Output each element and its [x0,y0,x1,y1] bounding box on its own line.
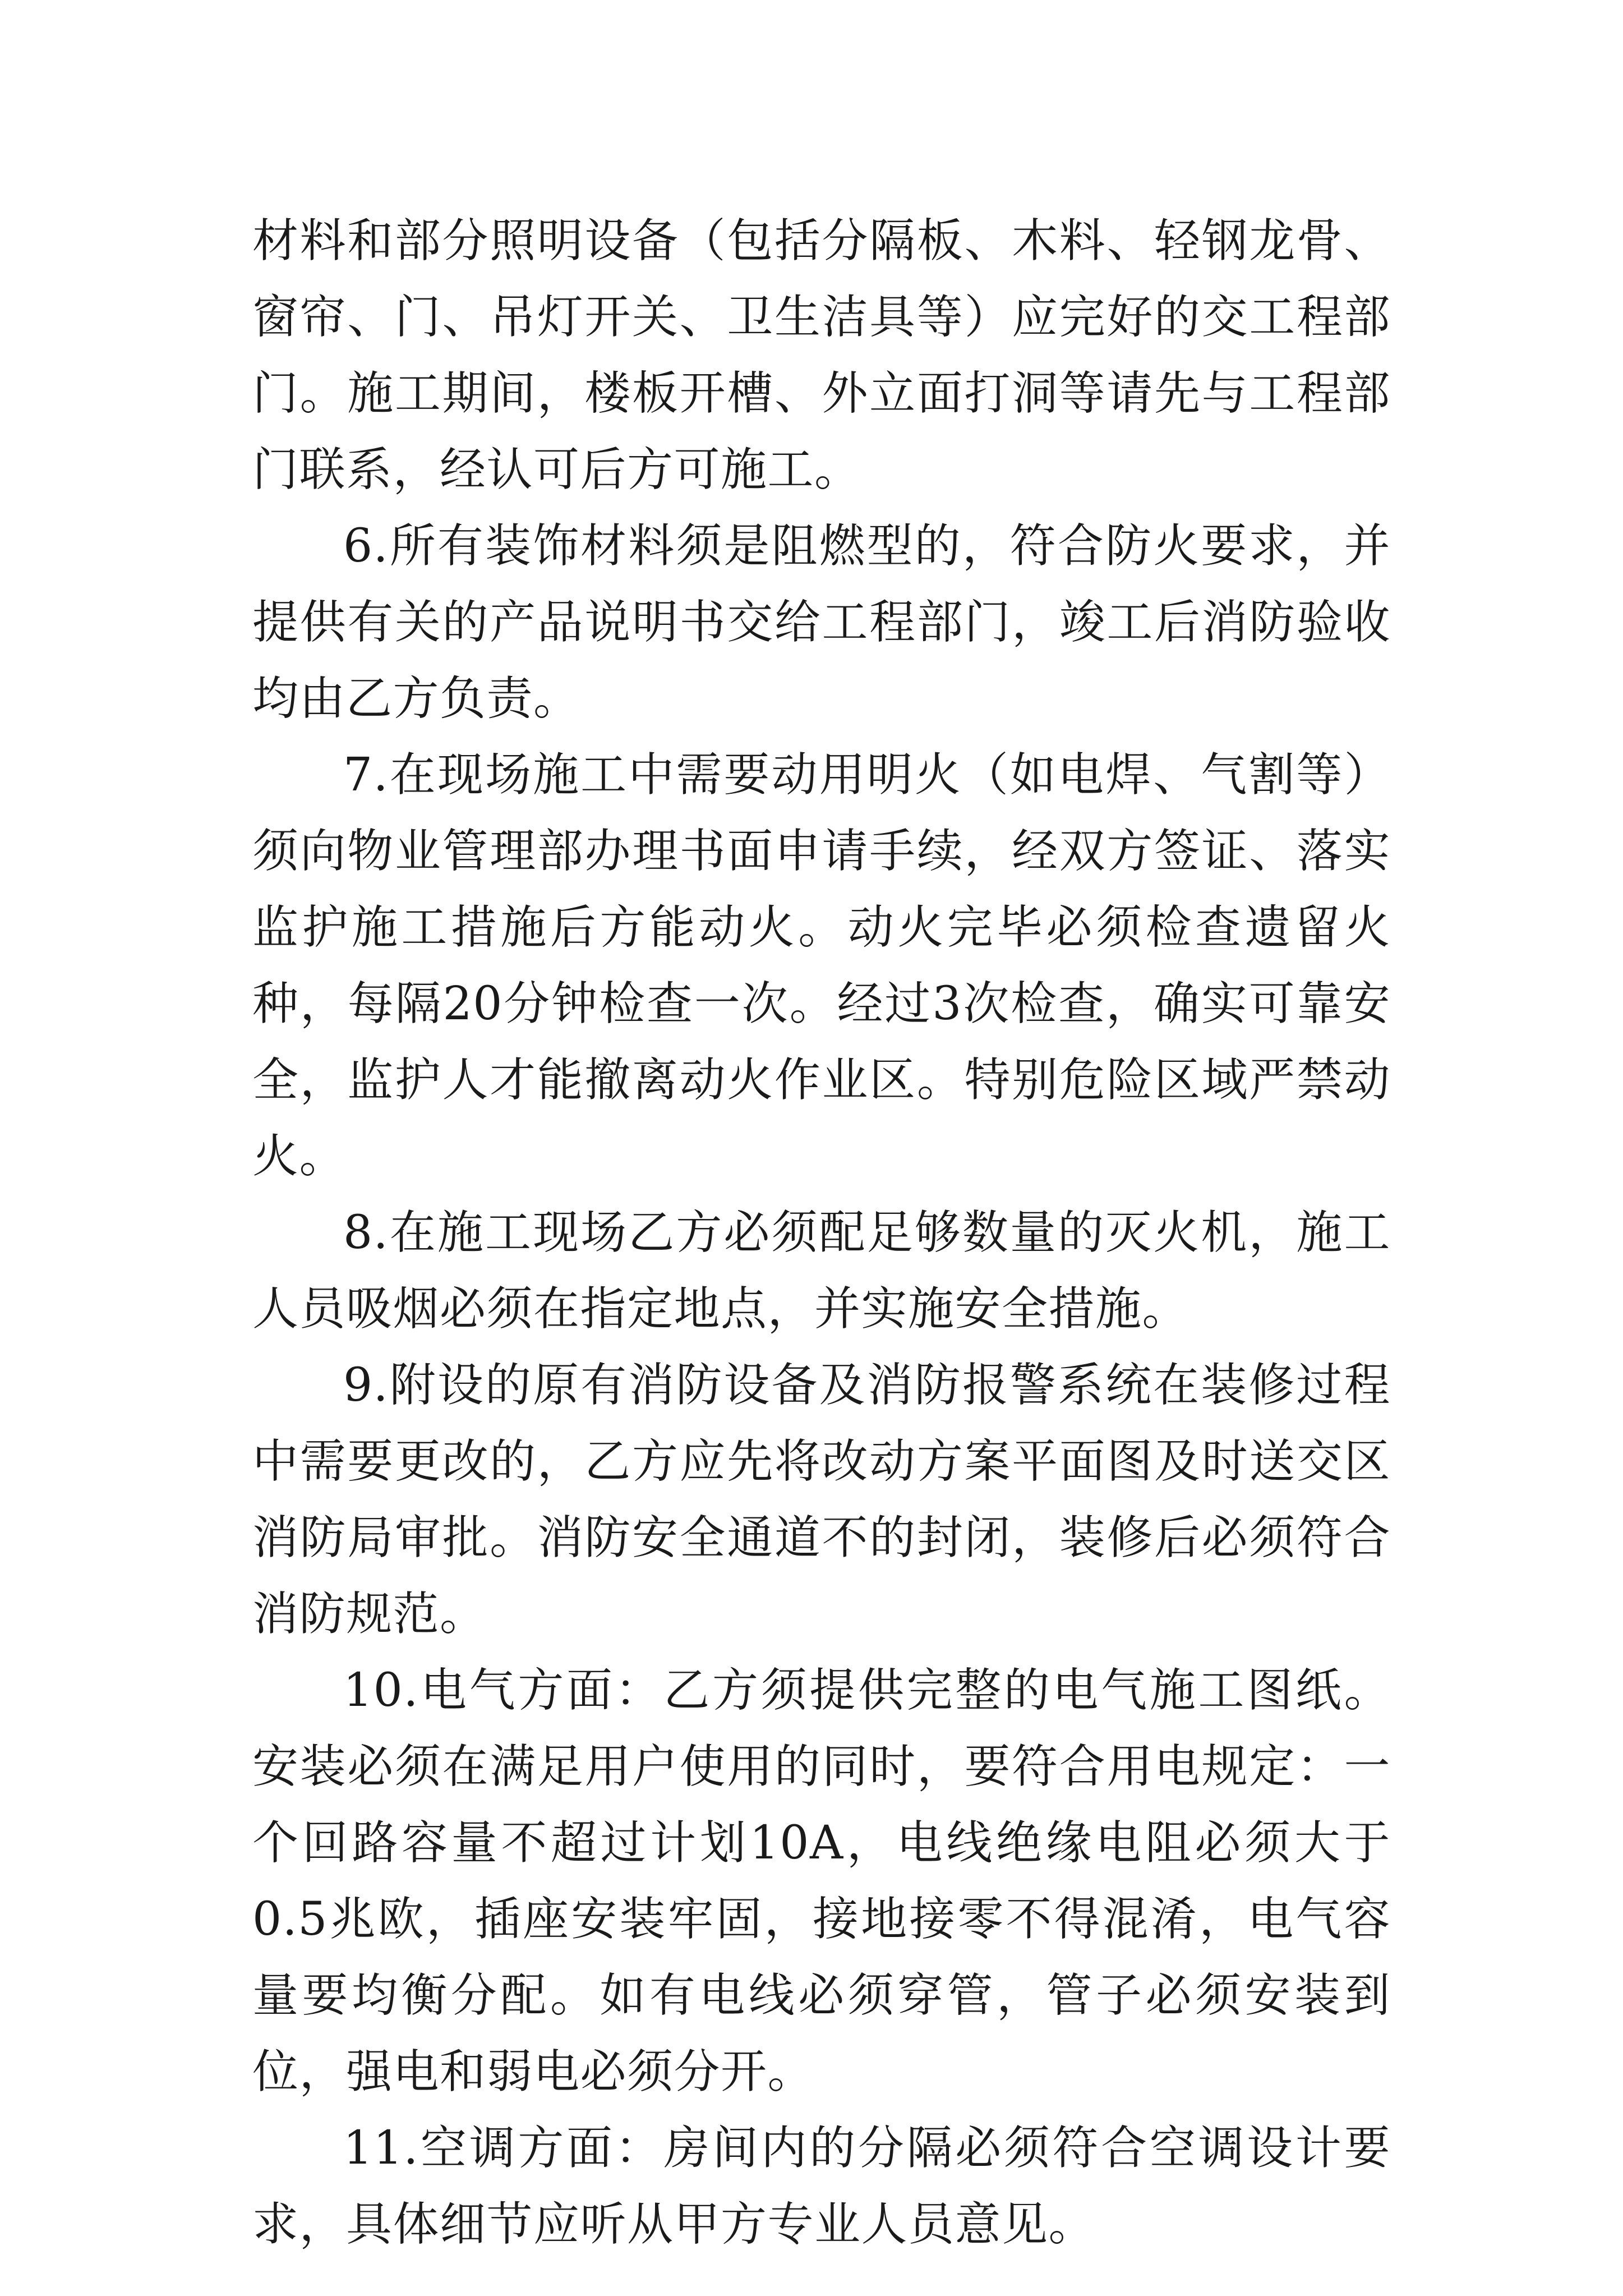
paragraph-item-7: 7.在现场施工中需要动用明火（如电焊、气割等）须向物业管理部办理书面申请手续，经双方签证、落实监护施工措施后方能动火。动火完毕必须检查遗留火种，每隔20分钟检查一次。经过3次检查，确实可靠安全，监护人才能撤离动火作业区。特别危险区域严禁动火。 [252,748,1391,1183]
paragraph-item-8: 8.在施工现场乙方必须配足够数量的灭火机，施工人员吸烟必须在指定地点，并实施安全措施。 [252,1206,1391,1336]
paragraph-item-10: 10.电气方面：乙方须提供完整的电气施工图纸。安装必须在满足用户使用的同时，要符合用电规定：一个回路容量不超过计划10A，电线绝缘电阻必须大于0.5兆欧，插座安装牢固，接地接零不得混淆，电气容量要均衡分配。如有电线必须穿管，管子必须安装到位，强电和弱电必须分开。 [252,1664,1391,2099]
paragraph-continuation: 材料和部分照明设备（包括分隔板、木料、轻钢龙骨、窗帘、门、吊灯开关、卫生洁具等）应完好的交工程部门。施工期间，楼板开槽、外立面打洞等请先与工程部门联系，经认可后方可施工。 [252,214,1391,496]
paragraph-item-9: 9.附设的原有消防设备及消防报警系统在装修过程中需要更改的，乙方应先将改动方案平面图及时送交区消防局审批。消防安全通道不的封闭，装修后必须符合消防规范。 [252,1359,1391,1641]
paragraph-item-11: 11.空调方面：房间内的分隔必须符合空调设计要求，具体细节应听从甲方专业人员意见。 [252,2122,1391,2251]
paragraph-item-6: 6.所有装饰材料须是阻燃型的，符合防火要求，并提供有关的产品说明书交给工程部门，竣工后消防验收均由乙方负责。 [252,519,1391,725]
body-text [252,203,1391,2263]
